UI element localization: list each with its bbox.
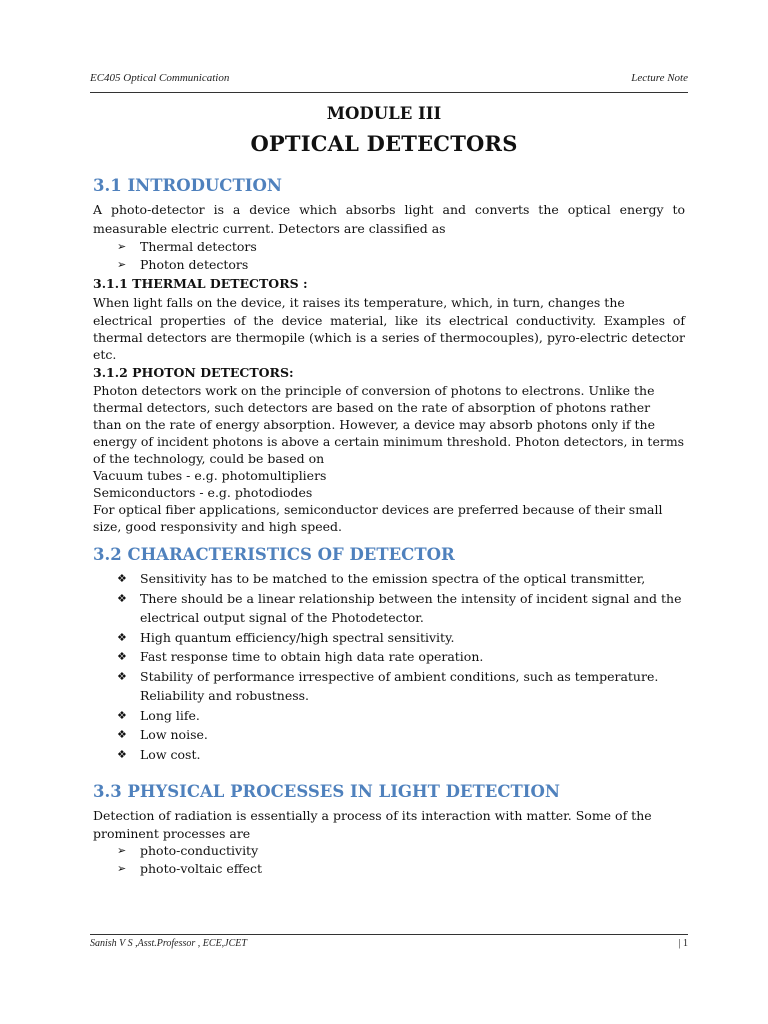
arrow-bullet-icon: ➢ xyxy=(117,844,127,857)
list-item xyxy=(93,725,685,745)
page-footer xyxy=(90,938,688,949)
processes-paragraph-line1: Detection of radiation is essentially a process of its interaction with matter. Some of the xyxy=(93,808,652,823)
list-item-text: High quantum efficiency/high spectral sensitivity. xyxy=(140,629,455,645)
photon-paragraph-line1: Photon detectors work on the principle of conversion of photons to electrons. Unlike the xyxy=(93,383,655,398)
thermal-paragraph-line1: When light falls on the device, it raises its temperature, which, in turn, changes the xyxy=(93,295,625,310)
list-item-text: Photon detectors xyxy=(140,257,249,272)
list-item xyxy=(93,628,685,648)
characteristics-list xyxy=(93,569,685,764)
list-item xyxy=(93,647,685,667)
list-item-text: Low cost. xyxy=(140,746,201,762)
vacuum-tubes-line: Vacuum tubes - e.g. photomultipliers xyxy=(93,468,327,483)
subsection-heading-photon: 3.1.2 PHOTON DETECTORS: xyxy=(93,365,294,380)
list-item-text: Low noise. xyxy=(140,727,208,742)
processes-paragraph-line2: prominent processes are xyxy=(93,826,251,841)
list-item-text: photo-voltaic effect xyxy=(140,861,263,876)
list-item xyxy=(93,842,685,860)
diamond-bullet-icon: ❖ xyxy=(117,591,127,605)
module-label: MODULE III xyxy=(326,104,442,123)
document-body xyxy=(93,172,685,878)
list-item-text: Sensitivity has to be matched to the emission spectra of the optical transmitter, xyxy=(140,571,646,586)
page-title: OPTICAL DETECTORS xyxy=(250,131,518,156)
list-item xyxy=(93,238,685,256)
list-item-text: photo-conductivity xyxy=(140,843,259,858)
semiconductors-line: Semiconductors - e.g. photodiodes xyxy=(93,485,313,500)
section-heading-physical-processes: 3.3 PHYSICAL PROCESSES IN LIGHT DETECTION xyxy=(93,782,560,801)
page-number: | 1 xyxy=(678,938,688,949)
list-item xyxy=(93,256,685,274)
diamond-bullet-icon: ❖ xyxy=(117,708,127,722)
list-item-text: Thermal detectors xyxy=(140,239,257,254)
fiber-applications-paragraph: For optical fiber applications, semiconductor devices are preferred because of their small size, good responsivity and high speed. xyxy=(93,502,663,534)
list-item xyxy=(93,860,685,878)
photon-paragraph-rest: than on the rate of energy absorption. However, a device may absorb photons only if the energy of incident photons is above a certain minimum threshold. Photon detectors, in terms of the technology, could be based on xyxy=(93,417,685,466)
diamond-bullet-icon: ❖ xyxy=(117,572,127,585)
list-item-text: Stability of performance irrespective of ambient conditions, such as temperature. Reliability and robustness. xyxy=(140,668,659,703)
list-item xyxy=(93,569,685,589)
section-heading-introduction: 3.1 INTRODUCTION xyxy=(93,176,282,195)
spacer xyxy=(93,764,685,778)
diamond-bullet-icon: ❖ xyxy=(117,630,127,644)
list-item-text: There should be a linear relationship between the intensity of incident signal and the electrical output signal of the Photodetector. xyxy=(140,590,682,625)
thermal-paragraph-rest: electrical properties of the device material, like its electrical conductivity. Examples of thermal detectors are thermopile (which is a series of thermocouples), pyro-electric detector etc. xyxy=(93,313,685,362)
diamond-bullet-icon: ❖ xyxy=(117,650,127,663)
arrow-bullet-icon: ➢ xyxy=(117,258,127,271)
diamond-bullet-icon: ❖ xyxy=(117,669,127,683)
section-heading-characteristics: 3.2 CHARACTERISTICS OF DETECTOR xyxy=(93,545,455,564)
intro-paragraph: A photo-detector is a device which absorbs light and converts the optical energy to measurable electric current. Detectors are classified as xyxy=(93,202,685,236)
header-rule xyxy=(90,92,688,93)
processes-list xyxy=(93,842,685,878)
arrow-bullet-icon: ➢ xyxy=(117,240,127,253)
list-item xyxy=(93,706,685,726)
detector-types-list xyxy=(93,238,685,274)
list-item xyxy=(93,589,685,628)
footer-rule xyxy=(90,934,688,935)
arrow-bullet-icon: ➢ xyxy=(117,862,127,875)
header-course: EC405 Optical Communication xyxy=(90,72,230,84)
list-item xyxy=(93,667,685,706)
diamond-bullet-icon: ❖ xyxy=(117,728,127,741)
header-doc-type: Lecture Note xyxy=(631,72,688,84)
photon-paragraph-line2: thermal detectors, such detectors are based on the rate of absorption of photons rather xyxy=(93,400,651,415)
list-item-text: Fast response time to obtain high data rate operation. xyxy=(140,649,484,664)
subsection-heading-thermal: 3.1.1 THERMAL DETECTORS : xyxy=(93,276,308,291)
list-item xyxy=(93,745,685,765)
footer-author: Sanish V S ,Asst.Professor , ECE,JCET xyxy=(90,938,247,949)
list-item-text: Long life. xyxy=(140,707,200,723)
diamond-bullet-icon: ❖ xyxy=(117,747,127,761)
